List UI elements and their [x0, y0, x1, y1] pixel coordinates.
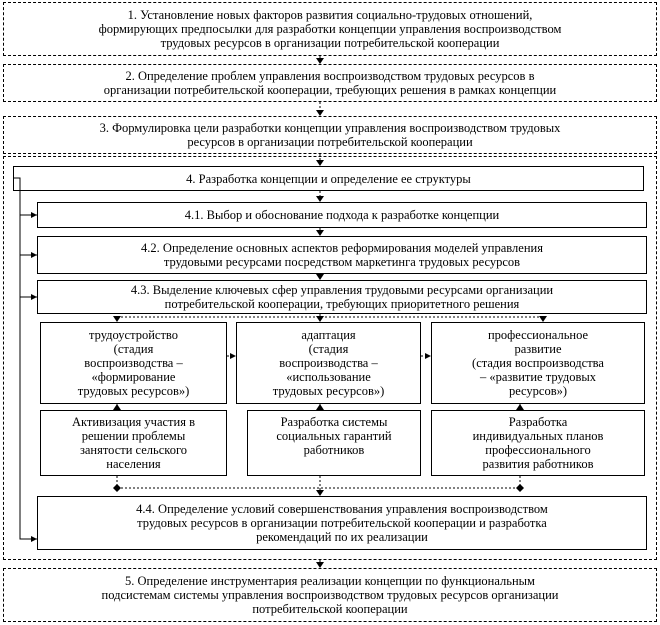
step-4-box: 4. Разработка концепции и определение ее структуры	[13, 166, 644, 191]
sphere-adaptation-box: адаптация (стадия воспроизводства – «использование трудовых ресурсов»)	[236, 322, 421, 404]
step-3-box: 3. Формулировка цели разработки концепции управления воспроизводством трудовых ресурсов в организации потребительской кооперации	[3, 116, 657, 154]
arrow-to-sphere-1	[113, 316, 121, 322]
arrow-to-bracket-4-2	[31, 252, 37, 258]
arrow-up-sphere-1	[113, 404, 121, 410]
step-5-box: 5. Определение инструментария реализации концепции по функциональным подсистемам системы управления воспроизводством трудовых ресурсов организации потребительской кооперации	[3, 568, 657, 622]
sphere-development-box: профессиональное развитие (стадия воспроизводства – «развитие трудовых ресурсов»)	[431, 322, 645, 404]
measure-development-plans-box: Разработка индивидуальных планов профессионального развития работников	[431, 410, 645, 476]
measure-social-guarantees-box: Разработка системы социальных гарантий работников	[247, 410, 421, 476]
arrow-to-development	[425, 353, 431, 359]
measure-employment-box: Активизация участия в решении проблемы занятости сельского населения	[40, 410, 227, 476]
arrow-to-bracket-4-3	[31, 294, 37, 300]
junction-left	[113, 484, 121, 492]
arrow-to-bracket-4-1	[31, 212, 37, 218]
step-4-1-box: 4.1. Выбор и обоснование подхода к разработке концепции	[37, 202, 647, 228]
arrow-to-3	[316, 110, 324, 116]
arrow-to-adaptation	[230, 353, 236, 359]
step-2-box: 2. Определение проблем управления воспроизводством трудовых ресурсов в организации потребительской кооперации, требующих решения в рамках концепции	[3, 64, 657, 102]
arrow-up-sphere-3	[516, 404, 524, 410]
arrow-to-4	[316, 160, 324, 166]
arrow-to-4-3	[316, 274, 324, 280]
arrow-up-sphere-2	[316, 404, 324, 410]
step-4-4-box: 4.4. Определение условий совершенствования управления воспроизводством трудовых ресурсов в организации потребительской кооперации и разработка рекомендаций по их реализации	[37, 496, 647, 550]
arrow-to-4-2	[316, 230, 324, 236]
sphere-employment-box: трудоустройство (стадия воспроизводства – «формирование трудовых ресурсов»)	[40, 322, 227, 404]
arrow-to-2	[316, 58, 324, 64]
arrow-to-4-4	[316, 490, 324, 496]
step-4-3-box: 4.3. Выделение ключевых сфер управления трудовыми ресурсами организации потребительской кооперации, требующих приоритетного решения	[37, 280, 647, 314]
step-4-2-box: 4.2. Определение основных аспектов реформирования моделей управления трудовыми ресурсами посредством маркетинга трудовых ресурсов	[37, 236, 647, 274]
arrow-to-5	[316, 562, 324, 568]
bracket-4	[13, 178, 37, 539]
junction-right	[516, 484, 524, 492]
arrow-to-bracket-4-4	[31, 536, 37, 542]
arrow-to-4-1	[316, 196, 324, 202]
arrow-to-sphere-3	[539, 316, 547, 322]
step-1-box: 1. Установление новых факторов развития социально-трудовых отношений, формирующих предпосылки для разработки концепции управления воспроизводством трудовых ресурсов в организации потребительской кооперации	[3, 2, 657, 56]
arrow-to-sphere-2	[316, 316, 324, 322]
